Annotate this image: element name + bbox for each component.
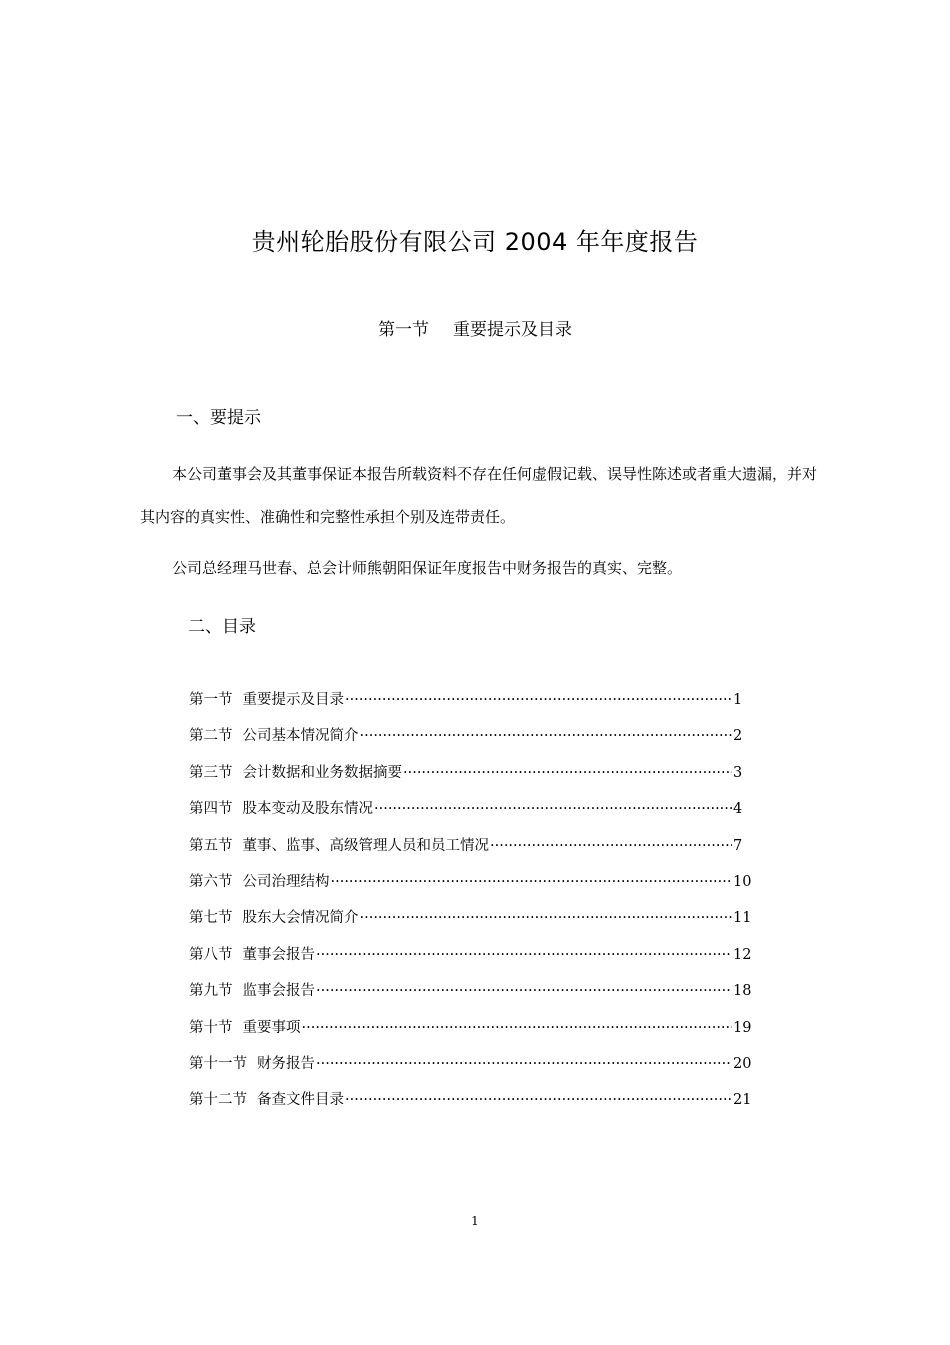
toc-page-number: 11: [733, 910, 752, 927]
contents-heading: 二、目录: [188, 617, 256, 637]
toc-item[interactable]: [189, 1016, 752, 1052]
toc-item[interactable]: [189, 724, 749, 760]
toc-section-number: 第六节: [189, 873, 233, 890]
toc-item[interactable]: [189, 761, 749, 797]
toc-section-title: 董事、监事、高级管理人员和员工情况: [242, 837, 489, 854]
toc-leader-dots: [374, 801, 732, 817]
toc-page-number: 4: [733, 801, 743, 818]
toc-page-number: 18: [733, 983, 752, 1000]
toc-item[interactable]: [189, 943, 752, 979]
toc-leader-dots: [345, 692, 732, 708]
toc-section-title: 公司基本情况简介: [242, 728, 359, 745]
toc-section-number: 第三节: [189, 764, 233, 781]
notice-paragraph-1: 本公司董事会及其董事保证本报告所载资料不存在任何虚假记载、误导性陈述或者重大遗漏，并对其内容的真实性、准确性和完整性承担个别及连带责任。: [140, 465, 818, 526]
section-number: 第一节: [378, 320, 429, 340]
toc-item[interactable]: [189, 1052, 752, 1088]
toc-section-title: 股本变动及股东情况: [242, 801, 373, 818]
toc-leader-dots: [302, 1020, 733, 1036]
toc-section-number: 第一节: [189, 692, 233, 708]
toc-item[interactable]: [189, 834, 749, 870]
toc-section-title: 股东大会情况简介: [242, 910, 359, 927]
toc-section-title: 财务报告: [257, 1055, 315, 1072]
toc-page-number: 2: [733, 728, 743, 745]
toc-leader-dots: [360, 728, 733, 744]
toc-page-number: 3: [733, 764, 743, 781]
toc-section-title: 会计数据和业务数据摘要: [242, 764, 402, 781]
toc-page-number: 1: [733, 692, 743, 708]
toc-page-number: 21: [733, 1092, 752, 1109]
toc-section-number: 第八节: [189, 946, 233, 963]
toc-item[interactable]: [189, 797, 749, 833]
toc-section-number: 第十二节: [189, 1092, 247, 1109]
toc-section-title: 备查文件目录: [257, 1092, 344, 1109]
notice-heading: 一、要提示: [176, 408, 261, 428]
toc-page-number: 7: [733, 837, 743, 854]
notice-paragraph-2: 公司总经理马世春、总会计师熊朝阳保证年度报告中财务报告的真实、完整。: [172, 559, 683, 577]
toc-leader-dots: [360, 910, 733, 926]
document-title: 贵州轮胎股份有限公司 2004 年年度报告: [251, 228, 699, 256]
toc-section-number: 第九节: [189, 983, 233, 1000]
toc-section-number: 第四节: [189, 801, 233, 818]
toc-section-title: 监事会报告: [242, 983, 315, 1000]
toc-section-number: 第五节: [189, 837, 233, 854]
toc-item[interactable]: [189, 870, 752, 906]
toc-item[interactable]: [189, 979, 752, 1015]
toc-leader-dots: [331, 874, 733, 890]
toc-section-title: 公司治理结构: [242, 873, 330, 890]
toc-leader-dots: [345, 1092, 732, 1108]
toc-item[interactable]: [189, 1088, 752, 1124]
toc-section-title: 重要提示及目录: [242, 692, 344, 708]
toc-leader-dots: [316, 1056, 732, 1072]
toc-section-title: 重要事项: [242, 1019, 301, 1036]
toc-item[interactable]: [189, 688, 749, 724]
toc-leader-dots: [316, 947, 732, 963]
toc-page-number: 10: [733, 873, 752, 890]
toc-section-number: 第十节: [189, 1019, 233, 1036]
table-of-contents: [189, 688, 752, 1125]
section-name: 重要提示及目录: [453, 320, 572, 340]
toc-leader-dots: [490, 838, 732, 854]
toc-page-number: 12: [733, 946, 752, 963]
toc-section-number: 第十一节: [189, 1055, 247, 1072]
toc-item[interactable]: [189, 906, 752, 942]
toc-section-title: 董事会报告: [242, 946, 315, 963]
toc-leader-dots: [316, 983, 732, 999]
toc-page-number: 20: [733, 1055, 752, 1072]
toc-page-number: 19: [733, 1019, 752, 1036]
page-number: 1: [471, 1214, 479, 1228]
toc-section-number: 第二节: [189, 728, 233, 745]
toc-leader-dots: [403, 765, 732, 781]
section-title: [0, 315, 950, 340]
toc-section-number: 第七节: [189, 910, 233, 927]
